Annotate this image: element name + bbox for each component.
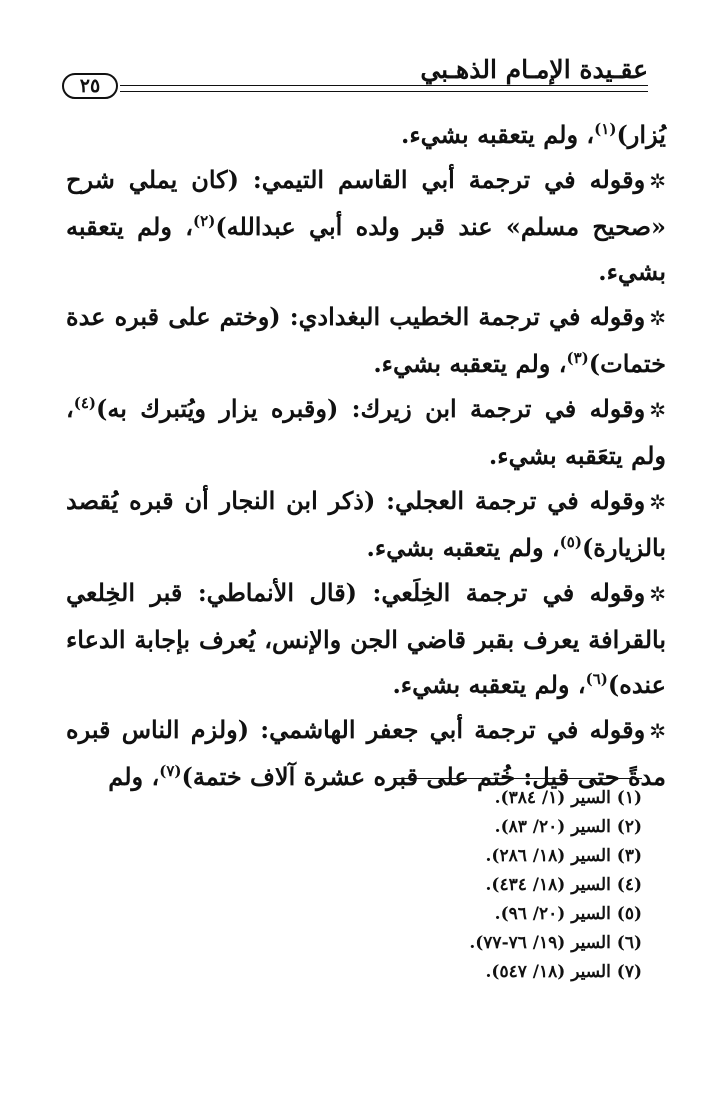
footnote-2: (٢) السير (٢٠/ ٨٣).: [494, 817, 642, 837]
continuation-paragraph: [66, 112, 666, 157]
paragraph-text: وقوله في ترجمة ابن زيرك: (وقبره يزار ويُتبرك به): [96, 394, 646, 423]
header-double-rule: [120, 85, 648, 92]
footnote-1: (١) السير (١/ ٣٨٤).: [494, 788, 642, 808]
footnote-marker: (٣): [566, 349, 589, 367]
paragraph-text-end: ، ولم يتعقبه بشيء.: [401, 120, 595, 149]
footnote-marker: (٧): [159, 762, 182, 780]
footnote-6: (٦) السير (١٩/ ٧٦-٧٧).: [469, 933, 642, 953]
paragraph-2: [66, 294, 666, 386]
footnote-4: (٤) السير (١٨/ ٤٣٤).: [485, 875, 642, 895]
footnote-3: (٣) السير (١٨/ ٢٨٦).: [485, 846, 642, 866]
paragraph-text-end: ، ولم يتعقبه بشيء.: [373, 349, 567, 378]
footnotes: [342, 784, 642, 987]
asterisk-bullet-icon: ✲: [649, 490, 666, 514]
asterisk-bullet-icon: ✲: [649, 398, 666, 422]
footnote-marker: (٦): [585, 670, 608, 688]
paragraph-text: وقوله في ترجمة الخِلَعي: (قال الأنماطي: قبر الخِلعي بالقرافة يعرف بقبر قاضي الجن والإنس، يُعرف بإجابة الدعاء عنده): [66, 578, 666, 699]
asterisk-bullet-icon: ✲: [649, 719, 666, 743]
footnote-marker: (٥): [559, 533, 582, 551]
footnote-marker: (٤): [73, 394, 97, 412]
footnote-marker: (٢): [193, 212, 216, 230]
paragraph-4: [66, 478, 666, 570]
footnote-marker: (١): [594, 120, 617, 138]
running-title: عقـيدة الإمـام الذهـبي: [420, 55, 648, 84]
paragraph-text-end: ، ولم: [108, 762, 160, 791]
footnote-separator: [394, 778, 642, 779]
page-header: [62, 55, 648, 105]
paragraph-text-end: ، ولم يتعقبه بشيء.: [392, 670, 586, 699]
asterisk-bullet-icon: ✲: [649, 169, 666, 193]
paragraph-text: يُزار): [616, 120, 666, 149]
paragraph-text: وقوله في ترجمة الخطيب البغدادي: (وختم على قبره عدة ختمات): [66, 302, 666, 378]
paragraph-text-end: ، ولم يتعقبه بشيء.: [66, 212, 666, 286]
main-text: [66, 112, 666, 799]
paragraph-text: وقوله في ترجمة العجلي: (ذكر ابن النجار أن قبره يُقصد بالزيارة): [66, 486, 666, 562]
paragraph-text: وقوله في ترجمة أبي القاسم التيمي: (كان يملي شرح «صحيح مسلم» عند قبر ولده أبي عبدالله): [66, 165, 666, 241]
asterisk-bullet-icon: ✲: [649, 306, 666, 330]
footnote-5: (٥) السير (٢٠/ ٩٦).: [494, 904, 642, 924]
paragraph-5: [66, 570, 666, 707]
paragraph-3: [66, 386, 666, 478]
paragraph-text-end: ، ولم يتعقبه بشيء.: [366, 533, 560, 562]
paragraph-text-end: ، ولم يتعَقبه بشيء.: [66, 394, 666, 470]
footnote-7: (٧) السير (١٨/ ٥٤٧).: [485, 962, 642, 982]
paragraph-1: [66, 157, 666, 294]
paragraph-text: وقوله في ترجمة أبي جعفر الهاشمي: (ولزم الناس قبره مدةً حتى قيل: خُتم على قبره عشرة آلاف ختمة): [66, 715, 666, 791]
page-number: ٢٥: [62, 73, 118, 99]
asterisk-bullet-icon: ✲: [649, 582, 666, 606]
